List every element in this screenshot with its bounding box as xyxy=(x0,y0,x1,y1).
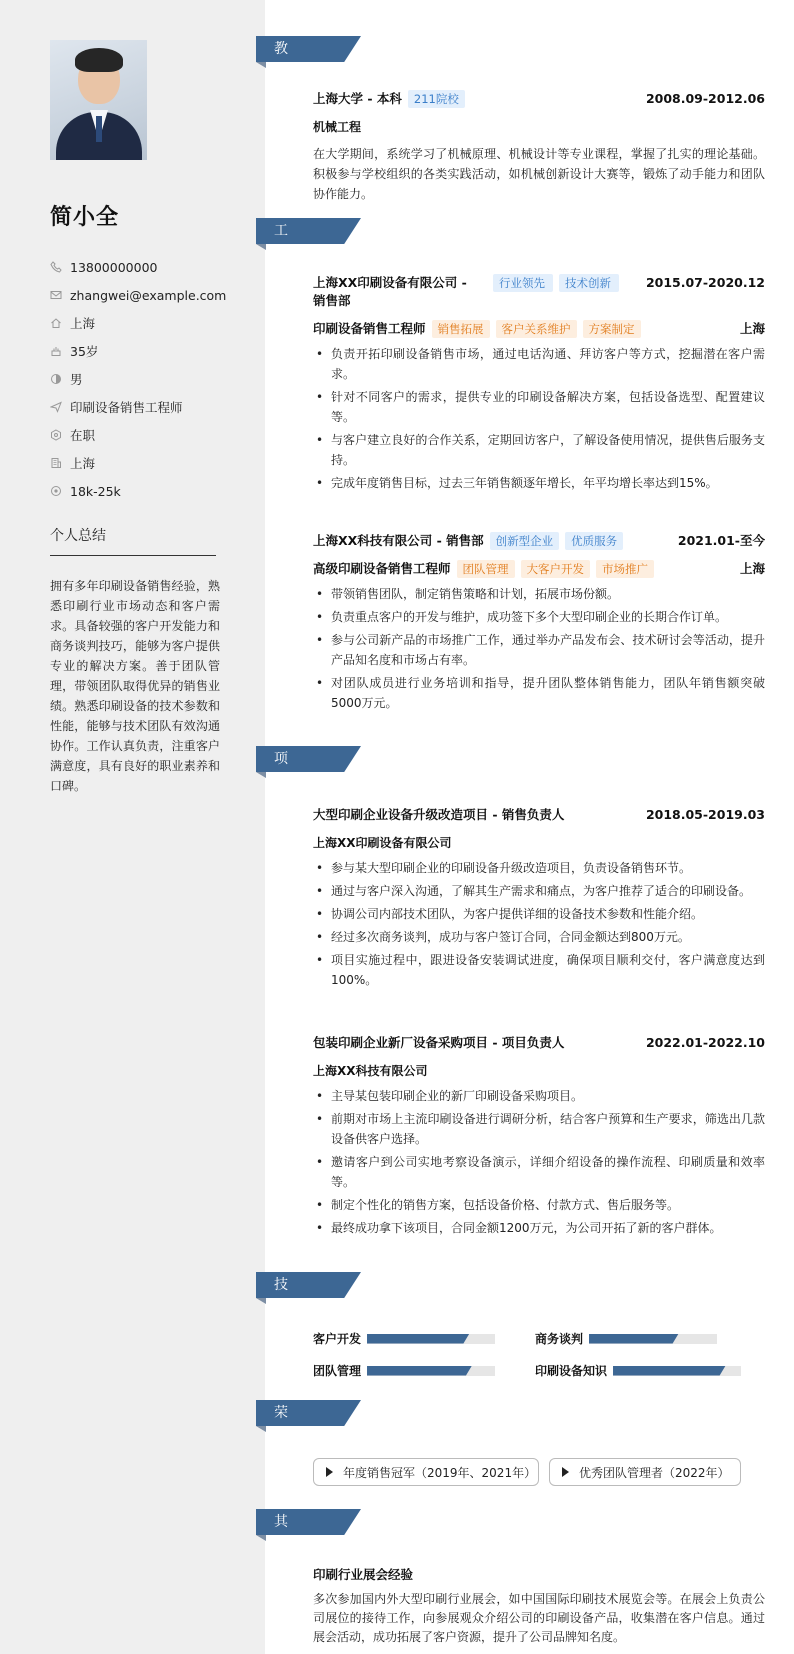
skill-bar xyxy=(589,1334,717,1344)
list-item: • 协调公司内部技术团队，为客户提供详细的设备技术参数和性能介绍。 xyxy=(313,904,765,924)
work-company: 上海XX印刷设备有限公司 - 销售部 xyxy=(313,275,467,308)
project-entry xyxy=(313,806,765,993)
section-title-education: 教育经历 xyxy=(274,41,289,135)
work-bullets xyxy=(313,584,765,713)
education-school: 上海大学 - 本科 211院校 xyxy=(313,90,465,108)
work-role: 印刷设备销售工程师 销售拓展 客户关系维护 方案制定 xyxy=(313,320,641,338)
work-company: 上海XX科技有限公司 - 销售部 创新型企业 优质服务 xyxy=(313,532,623,550)
list-item: • 制定个性化的销售方案，包括设备价格、付款方式、售后服务等。 xyxy=(313,1195,765,1215)
education-major: 机械工程 xyxy=(313,120,362,134)
send-icon xyxy=(50,401,62,413)
award-item: 优秀团队管理者（2022年） xyxy=(549,1458,741,1486)
list-item: • 项目实施过程中，跟进设备安装调试进度，确保项目顺利交付，客户满意度达到100%。 xyxy=(313,950,765,990)
info-age xyxy=(50,337,265,365)
building-icon xyxy=(50,457,62,469)
work-role: 高级印刷设备销售工程师 团队管理 大客户开发 市场推广 xyxy=(313,560,654,578)
skill-name: 团队管理 xyxy=(313,1364,362,1378)
skill-bar xyxy=(367,1366,495,1376)
skill-bar xyxy=(613,1366,741,1376)
list-item: • 针对不同客户的需求，提供专业的印刷设备解决方案，包括设备选型、配置建议等。 xyxy=(313,387,765,427)
list-item: • 通过与客户深入沟通，了解其生产需求和痛点，为客户推荐了适合的印刷设备。 xyxy=(313,881,765,901)
info-position xyxy=(50,393,265,421)
skill-bar xyxy=(367,1334,495,1344)
status-icon xyxy=(50,429,62,441)
info-city xyxy=(50,449,265,477)
section-title-awards: 荣誉奖项 xyxy=(274,1405,289,1499)
info-position-text: 印刷设备销售工程师 xyxy=(70,400,183,415)
info-salary xyxy=(50,477,265,505)
work-bullets xyxy=(313,344,765,493)
education-tag: 211院校 xyxy=(408,90,465,108)
phone-icon xyxy=(50,261,62,273)
other-entry xyxy=(313,1566,765,1647)
project-title: 大型印刷企业设备升级改造项目 - 销售负责人 xyxy=(313,807,565,822)
sidebar xyxy=(0,0,265,1654)
list-item: • 与客户建立良好的合作关系，定期回访客户，了解设备使用情况，提供售后服务支持。 xyxy=(313,430,765,470)
info-email-text: zhangwei@example.com xyxy=(70,287,227,303)
info-salary-text: 18k-25k xyxy=(70,483,121,499)
play-triangle-icon xyxy=(562,1467,569,1477)
skill-bar-fill xyxy=(613,1366,726,1376)
list-item: • 参与某大型印刷企业的印刷设备升级改造项目，负责设备销售环节。 xyxy=(313,858,765,878)
skill-item xyxy=(535,1330,717,1347)
list-item: • 前期对市场上主流印刷设备进行调研分析，结合客户预算和生产要求，筛选出几款设备供客户选择。 xyxy=(313,1109,765,1149)
salary-icon xyxy=(50,485,62,497)
info-email xyxy=(50,281,265,309)
project-title: 包装印刷企业新厂设备采购项目 - 项目负责人 xyxy=(313,1035,565,1050)
info-gender xyxy=(50,365,265,393)
list-item: • 负责重点客户的开发与维护，成功签下多个大型印刷企业的长期合作订单。 xyxy=(313,607,765,627)
gender-icon xyxy=(50,373,62,385)
work-city: 上海 xyxy=(739,321,765,336)
work-date: 2015.07-2020.12 xyxy=(645,275,765,290)
section-title-skills: 技能专长 xyxy=(274,1277,289,1371)
work-tag: 行业领先 xyxy=(493,274,553,292)
info-age-text: 35岁 xyxy=(70,344,99,359)
info-gender-text: 男 xyxy=(70,372,83,387)
list-item: • 邀请客户到公司实地考察设备演示，详细介绍设备的操作流程、印刷质量和效率等。 xyxy=(313,1152,765,1192)
home-icon xyxy=(50,317,62,329)
project-bullets xyxy=(313,1086,765,1238)
section-title-work: 工作经历 xyxy=(274,223,289,317)
skill-item xyxy=(313,1330,495,1347)
info-status-text: 在职 xyxy=(70,428,96,443)
skill-bar-fill xyxy=(589,1334,679,1344)
skill-bar-fill xyxy=(367,1334,469,1344)
info-phone xyxy=(50,253,265,281)
list-item: • 参与公司新产品的市场推广工作，通过举办产品发布会、技术研讨会等活动，提升产品知名度和市场占有率。 xyxy=(313,630,765,670)
info-location xyxy=(50,309,265,337)
summary-text: 拥有多年印刷设备销售经验，熟悉印刷行业市场动态和客户需求。具备较强的客户开发能力和商务谈判技巧，能够为客户提供专业的解决方案。善于团队管理，带领团队取得优异的销售业绩。熟悉印刷设备的技术参数和性能，能够与技术团队有效沟通协作。工作认真负责，注重客户满意度，具有良好的职业素养和口碑。 xyxy=(50,579,220,793)
work-tag: 技术创新 xyxy=(559,274,619,292)
contact-info-list xyxy=(50,253,265,505)
age-icon xyxy=(50,345,62,357)
section-title-projects: 项目经历 xyxy=(274,751,289,845)
skill-bar-fill xyxy=(367,1366,472,1376)
info-location-text: 上海 xyxy=(70,316,96,331)
list-item: • 对团队成员进行业务培训和指导，提升团队整体销售能力，团队年销售额突破5000万元。 xyxy=(313,673,765,713)
project-date: 2018.05-2019.03 xyxy=(645,807,765,822)
education-desc: 在大学期间，系统学习了机械原理、机械设计等专业课程，掌握了扎实的理论基础。积极参与学校组织的各类实践活动，如机械创新设计大赛等，锻炼了动手能力和团队协作能力。 xyxy=(313,147,765,201)
project-company: 上海XX印刷设备有限公司 xyxy=(313,836,452,850)
list-item: • 带领销售团队，制定销售策略和计划，拓展市场份额。 xyxy=(313,584,765,604)
list-item: • 经过多次商务谈判，成功与客户签订合同，合同金额达到800万元。 xyxy=(313,927,765,947)
skill-name: 客户开发 xyxy=(313,1332,362,1346)
section-title-other: 其他信息 xyxy=(274,1514,289,1608)
work-date: 2021.01-至今 xyxy=(677,533,765,548)
work-entry xyxy=(313,274,765,496)
info-status xyxy=(50,421,265,449)
list-item: • 主导某包装印刷企业的新厂印刷设备采购项目。 xyxy=(313,1086,765,1106)
list-item: • 负责开拓印刷设备销售市场，通过电话沟通、拜访客户等方式，挖掘潜在客户需求。 xyxy=(313,344,765,384)
avatar-photo xyxy=(50,40,147,160)
summary-heading: 个人总结 xyxy=(50,525,216,556)
project-bullets xyxy=(313,858,765,990)
work-city: 上海 xyxy=(739,561,765,576)
project-company: 上海XX科技有限公司 xyxy=(313,1064,428,1078)
work-entry xyxy=(313,532,765,716)
project-date: 2022.01-2022.10 xyxy=(645,1035,765,1050)
play-triangle-icon xyxy=(326,1467,333,1477)
skill-name: 印刷设备知识 xyxy=(535,1364,608,1378)
project-entry xyxy=(313,1034,765,1241)
education-entry xyxy=(313,90,765,204)
list-item: • 完成年度销售目标，过去三年销售额逐年增长，年平均增长率达到15%。 xyxy=(313,473,765,493)
other-title: 印刷行业展会经验 xyxy=(313,1567,414,1582)
skill-item xyxy=(535,1362,741,1379)
other-desc: 多次参加国内外大型印刷行业展会，如中国国际印刷技术展览会等。在展会上负责公司展位的接待工作，向参展观众介绍公司的印刷设备产品，收集潜在客户信息。通过展会活动，成功拓展了客户资源，提升了公司品牌知名度。 xyxy=(313,1592,765,1644)
skill-name: 商务谈判 xyxy=(535,1332,584,1346)
skill-item xyxy=(313,1362,495,1379)
mail-icon xyxy=(50,289,62,301)
list-item: • 最终成功拿下该项目，合同金额1200万元，为公司开拓了新的客户群体。 xyxy=(313,1218,765,1238)
education-date: 2008.09-2012.06 xyxy=(645,91,765,106)
work-company-tags xyxy=(487,274,619,292)
candidate-name: 简小全 xyxy=(50,205,120,230)
info-city-text: 上海 xyxy=(70,456,96,471)
info-phone-text: 13800000000 xyxy=(70,259,158,275)
award-item: 年度销售冠军（2019年、2021年） xyxy=(313,1458,539,1486)
